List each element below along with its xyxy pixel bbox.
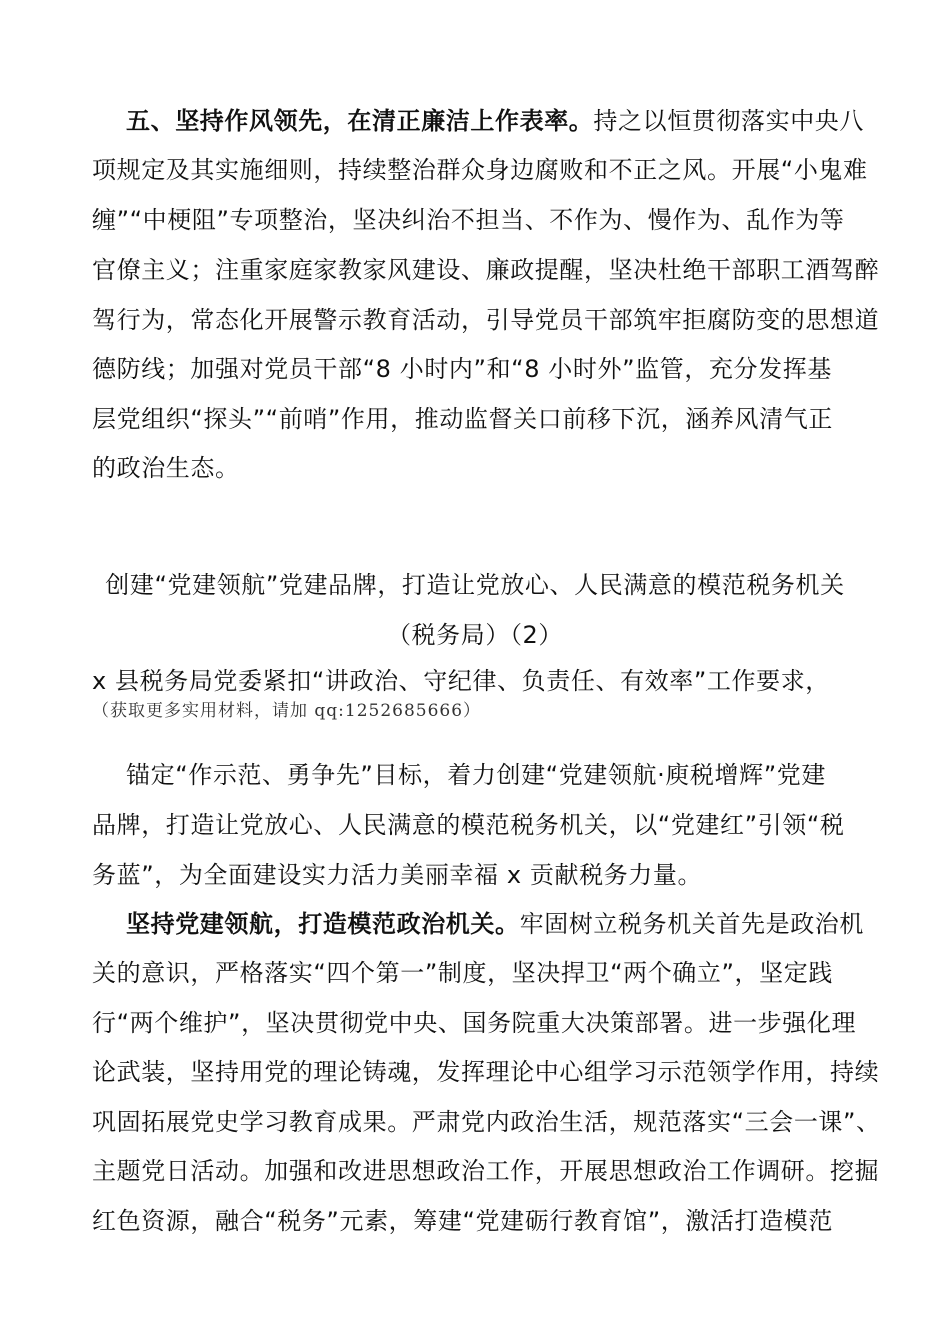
paragraph-line: 缠”“中梗阻”专项整治，坚决纠治不担当、不作为、慢作为、乱作为等 <box>92 206 845 234</box>
paragraph-text: 持之以恒贯彻落实中央八 <box>593 107 865 135</box>
paragraph-line: 驾行为，常态化开展警示教育活动，引导党员干部筑牢拒腐防变的思想道 <box>92 306 880 334</box>
paragraph-line: 品牌，打造让党放心、人民满意的模范税务机关，以“党建红”引领“税 <box>92 811 845 839</box>
paragraph-line <box>126 106 864 136</box>
paragraph-line <box>126 909 864 939</box>
paragraph-line: 层党组织“探头”“前哨”作用，推动监督关口前移下沉，涵养风清气正 <box>92 405 833 433</box>
paragraph-line: 红色资源，融合“税务”元素，筹建“党建砺行教育馆”，激活打造模范 <box>92 1207 833 1235</box>
paragraph-line: 务蓝”，为全面建设实力活力美丽幸福 x 贡献税务力量。 <box>92 861 703 889</box>
paragraph-line: 项规定及其实施细则，持续整治群众身边腐败和不正之风。开展“小鬼难 <box>92 156 868 184</box>
paragraph-line: 的政治生态。 <box>92 454 240 482</box>
section-heading: 坚持党建领航，打造模范政治机关。 <box>126 910 520 938</box>
paragraph-line: 论武装，坚持用党的理论铸魂，发挥理论中心组学习示范领学作用，持续 <box>92 1058 880 1086</box>
article-subtitle: （税务局）（2） <box>386 621 564 649</box>
paragraph-line: 官僚主义；注重家庭家教家风建设、廉政提醒，坚决杜绝干部职工酒驾醉 <box>92 256 880 284</box>
paragraph-text: 牢固树立税务机关首先是政治机 <box>519 910 865 938</box>
paragraph-line: 巩固拓展党史学习教育成果。严肃党内政治生活，规范落实“三会一课”、 <box>92 1108 881 1136</box>
watermark-note: （获取更多实用材料，请加 qq:1252685666） <box>92 701 482 721</box>
section-heading: 五、坚持作风领先，在清正廉洁上作表率。 <box>126 107 594 135</box>
paragraph-line: 锚定“作示范、勇争先”目标，着力创建“党建领航·庾税增辉”党建 <box>126 761 826 789</box>
article-title: 创建“党建领航”党建品牌，打造让党放心、人民满意的模范税务机关 <box>105 571 845 599</box>
paragraph-line: 主题党日活动。加强和改进思想政治工作，开展思想政治工作调研。挖掘 <box>92 1157 880 1185</box>
intro-line: x 县税务局党委紧扣“讲政治、守纪律、负责任、有效率”工作要求， <box>92 667 830 695</box>
paragraph-line: 德防线；加强对党员干部“8 小时内”和“8 小时外”监管，充分发挥基 <box>92 355 832 383</box>
paragraph-line: 关的意识，严格落实“四个第一”制度，坚决捍卫“两个确立”，坚定践 <box>92 959 833 987</box>
paragraph-line: 行“两个维护”，坚决贯彻党中央、国务院重大决策部署。进一步强化理 <box>92 1009 857 1037</box>
